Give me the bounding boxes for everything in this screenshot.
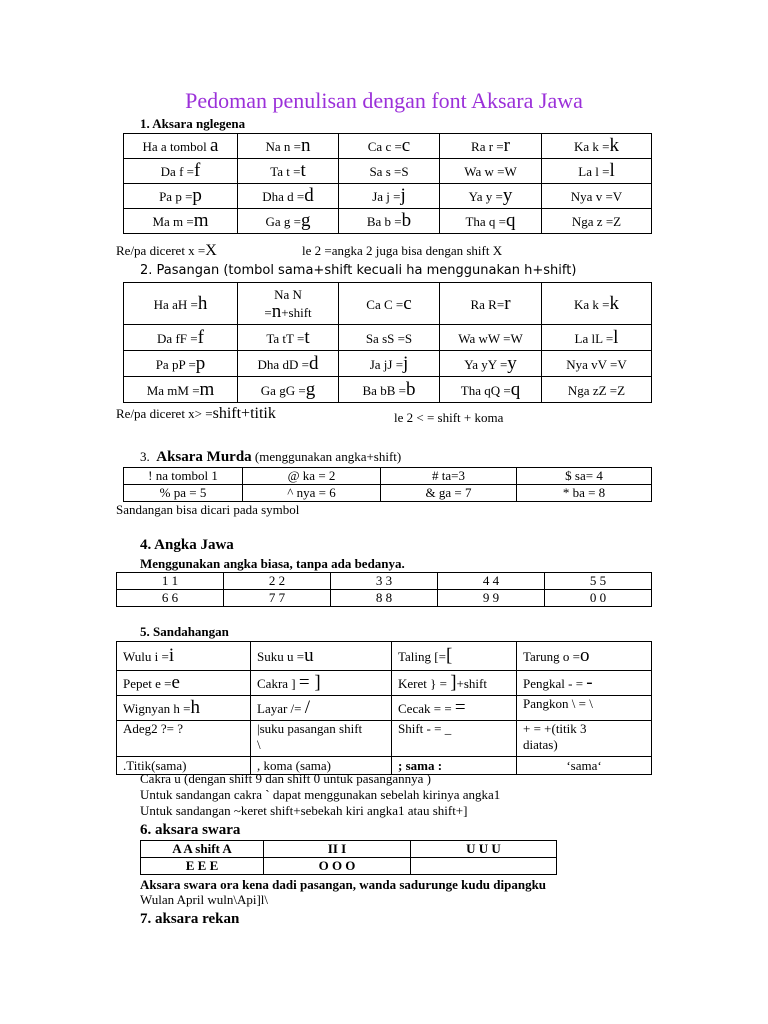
section-2-heading: 2. Pasangan (tombol sama+shift kecuali ha menggunakan h+shift) xyxy=(140,263,577,278)
table-cell: Wa wW =W xyxy=(440,325,542,351)
table-cell: Cecak = = = xyxy=(392,696,517,721)
table-cell: Ya yY =y xyxy=(440,351,542,377)
table-cell: 5 5 xyxy=(545,573,652,590)
table-row xyxy=(117,573,652,590)
section-7-heading: 7. aksara rekan xyxy=(140,911,240,927)
page-title: Pedoman penulisan dengan font Aksara Jawa xyxy=(185,88,583,113)
table-row xyxy=(124,325,652,351)
table-row xyxy=(124,184,652,209)
table-row xyxy=(124,485,652,502)
table-cell: Ja jJ =j xyxy=(339,351,440,377)
table-cell: $ sa= 4 xyxy=(517,468,652,485)
table-cell: Ga g =g xyxy=(238,209,339,234)
table-cell: .Titik(sama) xyxy=(117,757,251,775)
table-cell: Nya v =V xyxy=(542,184,652,209)
table-cell: ^ nya = 6 xyxy=(243,485,381,502)
table-cell: Nga zZ =Z xyxy=(542,377,652,403)
table-cell: Ba bB =b xyxy=(339,377,440,403)
table-cell: Ra R=r xyxy=(440,283,542,325)
table-cell: Da fF =f xyxy=(124,325,238,351)
note-line: Untuk sandangan ~keret shift+sebekah kiri angka1 atau shift+] xyxy=(140,803,468,818)
table-cell: Keret } = ]+shift xyxy=(392,671,517,696)
section-6-heading: 6. aksara swara xyxy=(140,822,241,838)
table-cell: Tha qQ =q xyxy=(440,377,542,403)
table-cell: Cakra ] = ] xyxy=(251,671,392,696)
table-cell: Layar /= / xyxy=(251,696,392,721)
table-cell: Sa s =S xyxy=(339,159,440,184)
section-3-note: Sandangan bisa dicari pada symbol xyxy=(116,502,300,517)
table-cell: Pepet e =e xyxy=(117,671,251,696)
pasangan-table xyxy=(123,282,652,403)
table-cell: La l =l xyxy=(542,159,652,184)
table-cell: Na n =n xyxy=(238,134,339,159)
table-cell: 1 1 xyxy=(117,573,224,590)
table-cell: Suku u =u xyxy=(251,642,392,671)
table-cell: Ta t =t xyxy=(238,159,339,184)
table-cell: Dha d =d xyxy=(238,184,339,209)
table-cell: Pa pP =p xyxy=(124,351,238,377)
table-cell: A A shift A xyxy=(141,841,264,858)
table-row xyxy=(141,858,557,875)
table-row xyxy=(124,134,652,159)
table-cell: % pa = 5 xyxy=(124,485,243,502)
table-cell: * ba = 8 xyxy=(517,485,652,502)
table-cell: Sa sS =S xyxy=(339,325,440,351)
table-cell: U U U xyxy=(411,841,557,858)
section-5-notes xyxy=(140,771,500,819)
table-cell: E E E xyxy=(141,858,264,875)
table-cell: 0 0 xyxy=(545,590,652,607)
nglegena-table xyxy=(123,133,652,234)
note-line: Cakra u (dengan shift 9 dan shift 0 untuk pasangannya ) xyxy=(140,771,431,786)
table-cell: ! na tombol 1 xyxy=(124,468,243,485)
table-cell: Dha dD =d xyxy=(238,351,339,377)
table-row xyxy=(141,841,557,858)
table-row xyxy=(117,671,652,696)
table-cell: Ra r =r xyxy=(440,134,542,159)
table-cell: 9 9 xyxy=(438,590,545,607)
table-cell: Wulu i =i xyxy=(117,642,251,671)
table-row xyxy=(124,351,652,377)
table-cell: Na N =n+shift xyxy=(238,283,339,325)
section-6-note-2: Wulan April wuln\Api]l\ xyxy=(140,892,269,907)
table-cell: Ba b =b xyxy=(339,209,440,234)
section-1-note-a: Re/pa diceret x =X xyxy=(116,242,217,259)
table-cell: Nga z =Z xyxy=(542,209,652,234)
table-row xyxy=(124,283,652,325)
table-cell: @ ka = 2 xyxy=(243,468,381,485)
section-2-note-b: le 2 < = shift + koma xyxy=(394,410,504,425)
table-cell: O O O xyxy=(264,858,411,875)
table-cell: # ta=3 xyxy=(381,468,517,485)
section-3-heading: 3. Aksara Murda (menggunakan angka+shift) xyxy=(140,449,402,465)
table-cell: Taling [=[ xyxy=(392,642,517,671)
table-cell: Ya y =y xyxy=(440,184,542,209)
table-cell: & ga = 7 xyxy=(381,485,517,502)
table-cell: Ma m =m xyxy=(124,209,238,234)
section-1-note-b: le 2 =angka 2 juga bisa dengan shift X xyxy=(302,243,503,258)
table-cell: Ma mM =m xyxy=(124,377,238,403)
section-6-note-1: Aksara swara ora kena dadi pasangan, wanda sadurunge kudu dipangku xyxy=(140,877,547,892)
table-cell: Adeg2 ?= ? xyxy=(117,721,251,757)
section-2-note-a: Re/pa diceret x> =shift+titik xyxy=(116,405,276,422)
table-row xyxy=(124,209,652,234)
table-cell: 2 2 xyxy=(224,573,331,590)
table-cell: Wa w =W xyxy=(440,159,542,184)
table-cell xyxy=(411,858,557,875)
table-cell: Ca c =c xyxy=(339,134,440,159)
table-cell: Ga gG =g xyxy=(238,377,339,403)
table-cell: Ja j =j xyxy=(339,184,440,209)
table-row xyxy=(117,642,652,671)
table-row xyxy=(124,377,652,403)
table-cell: 8 8 xyxy=(331,590,438,607)
table-row xyxy=(124,468,652,485)
table-cell: , koma (sama) xyxy=(251,757,392,775)
table-row xyxy=(117,721,652,757)
table-cell: Tha q =q xyxy=(440,209,542,234)
table-cell: Ha a tombol a xyxy=(124,134,238,159)
note-line: Untuk sandangan cakra ` dapat menggunakan sebelah kirinya angka1 xyxy=(140,787,501,802)
table-cell: Tarung o =o xyxy=(517,642,652,671)
table-cell: II I xyxy=(264,841,411,858)
table-cell: ‘sama‘ xyxy=(517,757,652,775)
table-cell: Pangkon \ = \ xyxy=(517,696,652,721)
table-cell: Ca C =c xyxy=(339,283,440,325)
table-cell: 7 7 xyxy=(224,590,331,607)
table-cell: 4 4 xyxy=(438,573,545,590)
table-cell: Ka k =k xyxy=(542,283,652,325)
table-cell: ; sama : xyxy=(392,757,517,775)
table-cell: Da f =f xyxy=(124,159,238,184)
table-cell: 6 6 xyxy=(117,590,224,607)
table-row xyxy=(124,159,652,184)
table-cell: 3 3 xyxy=(331,573,438,590)
table-cell: Pengkal - = - xyxy=(517,671,652,696)
table-cell: Shift - = _ xyxy=(392,721,517,757)
table-cell: Ka k =k xyxy=(542,134,652,159)
table-cell: |suku pasangan shift \ xyxy=(251,721,392,757)
table-cell: Wignyan h =h xyxy=(117,696,251,721)
section-1-heading: 1. Aksara nglegena xyxy=(140,116,246,131)
angka-table xyxy=(116,572,652,607)
section-4-subtitle: Menggunakan angka biasa, tanpa ada bedanya. xyxy=(140,556,405,571)
murda-table xyxy=(123,467,652,502)
table-row xyxy=(117,696,652,721)
table-cell: Ha aH =h xyxy=(124,283,238,325)
table-cell: La lL =l xyxy=(542,325,652,351)
table-cell: + = +(titik 3 diatas) xyxy=(517,721,652,757)
table-cell: Nya vV =V xyxy=(542,351,652,377)
swara-table xyxy=(140,840,557,875)
table-cell: Pa p =p xyxy=(124,184,238,209)
table-row xyxy=(117,590,652,607)
section-5-heading: 5. Sandahangan xyxy=(140,624,229,639)
table-cell: Ta tT =t xyxy=(238,325,339,351)
section-4-heading: 4. Angka Jawa xyxy=(140,537,234,553)
sandhangan-table xyxy=(116,641,652,775)
